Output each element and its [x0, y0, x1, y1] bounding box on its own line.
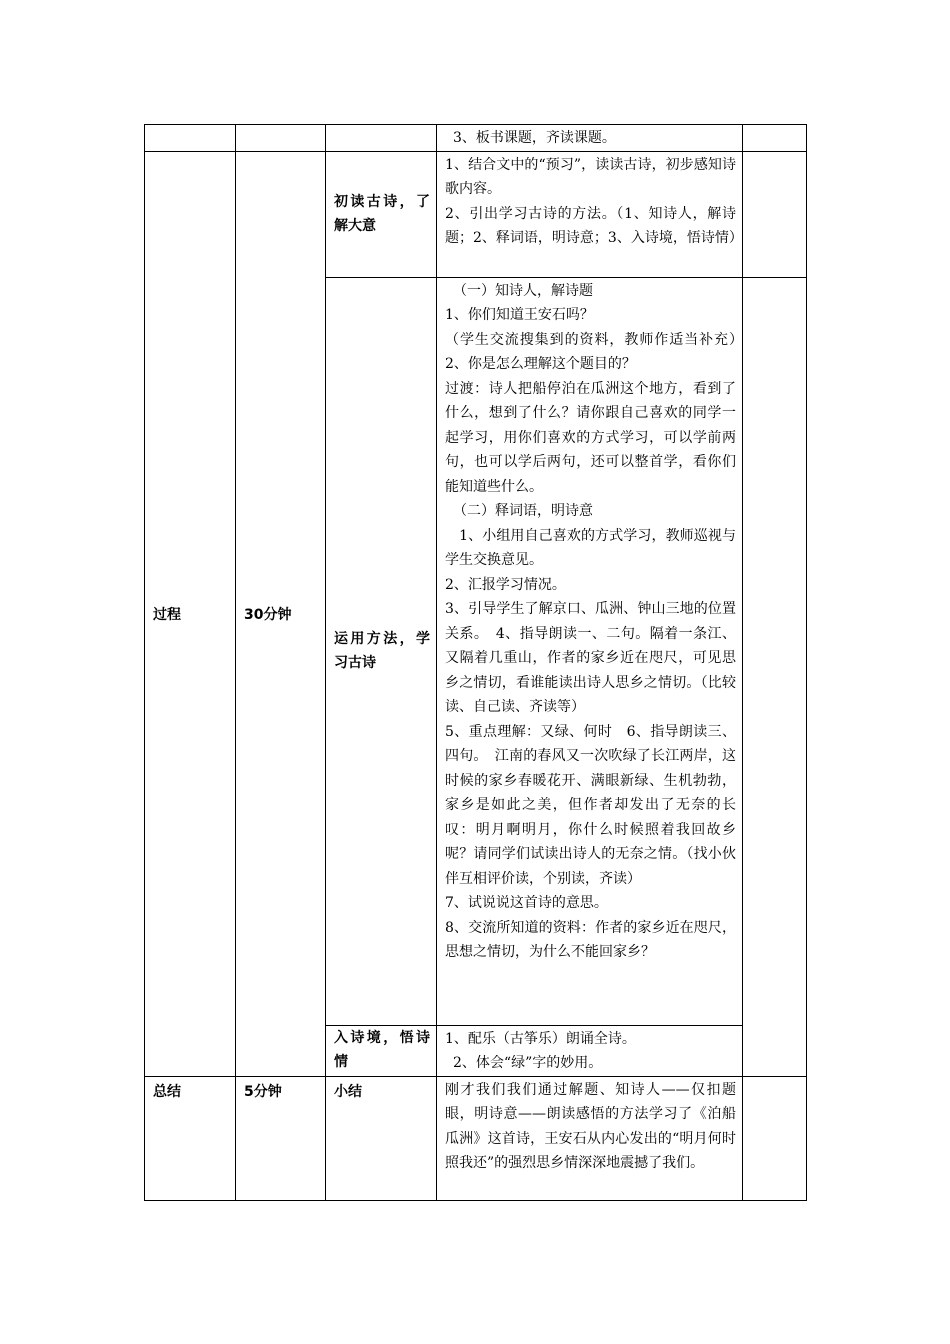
step-cell — [326, 1025, 437, 1076]
content-line: 5、重点理解：又绿、何时 6、指导朗读三、四句。 江南的春风又一次吹绿了长江两岸，这时候的家乡春暖花开、满眼新绿、生机勃勃，家乡是如此之美，但作者却发出了无奈的长叹：明月啊明月，你什么时候照着我回故乡呢？请同学们试读出诗人的无奈之情。（找小伙伴互相评价读，个别读，齐读） — [445, 723, 736, 887]
notes-cell — [743, 125, 807, 152]
content-line: 1、小组用自己喜欢的方式学习，教师巡视与学生交换意见。 — [445, 527, 736, 568]
stage-label: 过程 — [153, 606, 181, 623]
content-line: 2、体会“绿”字的妙用。 — [453, 1055, 603, 1071]
notes-cell — [743, 1076, 807, 1200]
step-cell — [326, 1076, 437, 1200]
time-cell — [236, 1076, 326, 1200]
time-cell — [236, 125, 326, 152]
content-line: 1、你们知道王安石吗？ — [445, 307, 594, 323]
stage-cell — [145, 1076, 236, 1200]
content-line: （学生交流搜集到的资料，教师作适当补充） 2、你是怎么理解这个题目的？ — [445, 331, 750, 372]
lesson-plan-table — [144, 124, 807, 1201]
time-label: 30分钟 — [244, 606, 292, 623]
time-label: 5分钟 — [244, 1083, 282, 1100]
content-cell — [437, 277, 750, 1025]
stage-label: 总结 — [153, 1083, 181, 1100]
content-line: （二）释词语，明诗意 — [453, 503, 593, 519]
content-line: 1、配乐（古筝乐）朗诵全诗。 — [445, 1030, 636, 1047]
content-line: 3、板书课题，齐读课题。 — [453, 130, 616, 146]
time-cell — [236, 151, 326, 1076]
content-line: 2、引出学习古诗的方法。（1、知诗人，解诗题；2、释词语，明诗意；3、入诗境，悟诗情） — [445, 205, 743, 246]
content-line: 3、引导学生了解京口、瓜洲、钟山三地的位置关系。 4、指导朗读一、二句。隔着一条江、又隔着几重山，作者的家乡近在咫尺，可见思乡之情切，看谁能读出诗人思乡之情切。（比较读、自己读、齐读等） — [445, 601, 736, 715]
step-cell — [326, 125, 437, 152]
content-cell — [437, 125, 743, 152]
stage-cell — [145, 125, 236, 152]
step-cell — [326, 277, 437, 1025]
step-cell — [326, 151, 437, 277]
table-row — [145, 151, 807, 277]
step-label: 小结 — [334, 1083, 362, 1100]
content-cell — [437, 1025, 743, 1076]
content-line: （一）知诗人，解诗题 — [453, 282, 593, 299]
step-label: 运用方法，学习古诗 — [334, 630, 430, 671]
step-label: 入诗境，悟诗情 — [334, 1029, 430, 1070]
table-row — [145, 1076, 807, 1200]
notes-cell — [743, 277, 807, 1076]
content-line: 8、交流所知道的资料：作者的家乡近在咫尺，思想之情切，为什么不能回家乡？ — [445, 919, 736, 960]
notes-cell — [743, 151, 807, 277]
stage-cell — [145, 151, 236, 1076]
content-line: 7、试说说这首诗的意思。 — [445, 895, 608, 911]
step-label: 初读古诗，了解大意 — [334, 193, 430, 234]
content-line: 刚才我们我们通过解题、知诗人——仅扣题眼，明诗意——朗读感悟的方法学习了《泊船瓜洲》这首诗，王安石从内心发出的“明月何时照我还”的强烈思乡情深深地震撼了我们。 — [445, 1081, 736, 1171]
content-cell — [437, 1076, 743, 1200]
table-row — [145, 125, 807, 152]
content-cell — [437, 151, 743, 277]
content-line: 过渡：诗人把船停泊在瓜洲这个地方，看到了什么，想到了什么？请你跟自己喜欢的同学一起学习，用你们喜欢的方式学习，可以学前两句，也可以学后两句，还可以整首学，看你们能知道些什么。 — [445, 380, 736, 495]
content-line: 1、结合文中的“预习”，读读古诗，初步感知诗歌内容。 — [445, 156, 736, 197]
content-line: 2、汇报学习情况。 — [445, 576, 566, 593]
